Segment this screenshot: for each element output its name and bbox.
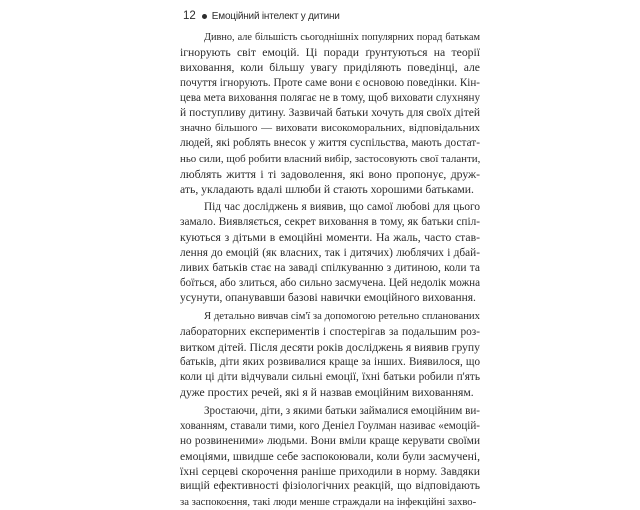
paragraph bbox=[180, 200, 480, 306]
running-head-title: Емоційний інтелект у дитини bbox=[211, 10, 340, 22]
text-line: й поступливу дитину. Зазвичай батьки хочуть для своїх дітей bbox=[180, 106, 480, 119]
text-line: людей, які роблять внесок у життя суспільства, мають достат- bbox=[180, 137, 480, 150]
paragraph bbox=[180, 309, 480, 400]
text-line: ать, укладають вдалі шлюби й стають хорошими батьками. bbox=[180, 182, 474, 196]
text-line: їхні серцеві скорочення раніше приходили в норму. Завдяки bbox=[180, 465, 480, 479]
text-line: замало. Виявляється, секрет виховання в тому, як батьки спіл- bbox=[180, 216, 480, 229]
text-line: но розвиненими» людьми. Вони вміли краще керувати своїми bbox=[180, 434, 480, 447]
text-line: Під час досліджень я виявив, що самої любові для цього bbox=[204, 201, 480, 214]
text-line: витком дітей. Після десяти років досліджень я виявив групу bbox=[180, 340, 480, 354]
text-line: за заспокоєння, такі люди менше страждали на інфекційні захво- bbox=[180, 495, 477, 508]
text-line: почуття ігнорують. Проте саме вони є основою поведінки. Кін- bbox=[180, 76, 480, 89]
text-line: цева мета виховання полягає не в тому, щоб виховати слухняну bbox=[180, 91, 480, 104]
text-line: батьків, діти яких розвивалися краще за інших. Виявилося, що bbox=[180, 355, 480, 368]
text-line: вищій ефективності фізіологічних реакцій, що відповідають bbox=[180, 480, 480, 493]
paragraph bbox=[180, 404, 480, 510]
text-line: ливих батьків стає на заваді спілкуванню з дитиною, коли та bbox=[180, 261, 480, 274]
text-line: ньо сили, щоб робити власний вибір, застосовують свої таланти, bbox=[180, 152, 481, 165]
text-line: хованням, ставали тими, кого Деніел Гоулман називає «емоцій- bbox=[180, 419, 480, 432]
text-line: значно більшого — виховати високоморальних, відповідальних bbox=[180, 122, 480, 135]
text-line: лабораторних експериментів і спостерігав за подальшим роз- bbox=[180, 325, 480, 338]
text-line: Зростаючи, діти, з якими батьки займалися емоційним ви- bbox=[204, 404, 480, 417]
text-line: боїться, або злиться, або сильно засмучена. Цей недолік можна bbox=[180, 277, 480, 289]
text-line: дуже простих речей, які я й назвав емоційним вихованням. bbox=[180, 386, 474, 400]
text-line: куються з дітьми в емоційні моменти. На жаль, часто став- bbox=[180, 231, 480, 245]
body-text bbox=[180, 30, 480, 510]
text-line: коли ці діти відчували сильні емоції, їхні батьки робили п'ять bbox=[180, 371, 480, 384]
text-line: емоціями, швидше себе заспокоювали, коли були засмучені, bbox=[180, 450, 480, 464]
text-line: Я детально вивчав сім'ї за допомогою ретельно спланованих bbox=[204, 310, 480, 323]
text-line: ігнорують світ емоцій. Ці поради ґрунтуються на теорії bbox=[180, 46, 480, 60]
text-line: Дивно, але більшість сьогоднішніх популярних порад батькам bbox=[204, 32, 480, 43]
text-line: люблять життя і ті задоволення, які воно пропонує, друж- bbox=[180, 167, 480, 181]
text-line: усунути, опанувавши базові навички емоційного виховання. bbox=[180, 292, 476, 305]
text-line: виховання, коли більшу увагу приділяють поведінці, але bbox=[180, 61, 480, 75]
text-line: лення до емоцій (як власних, так і дитячих) люблячих і дбай- bbox=[180, 246, 480, 259]
running-head bbox=[183, 7, 483, 25]
page-number: 12 bbox=[183, 10, 196, 22]
paragraph bbox=[180, 30, 480, 197]
bullet-icon bbox=[202, 14, 207, 19]
